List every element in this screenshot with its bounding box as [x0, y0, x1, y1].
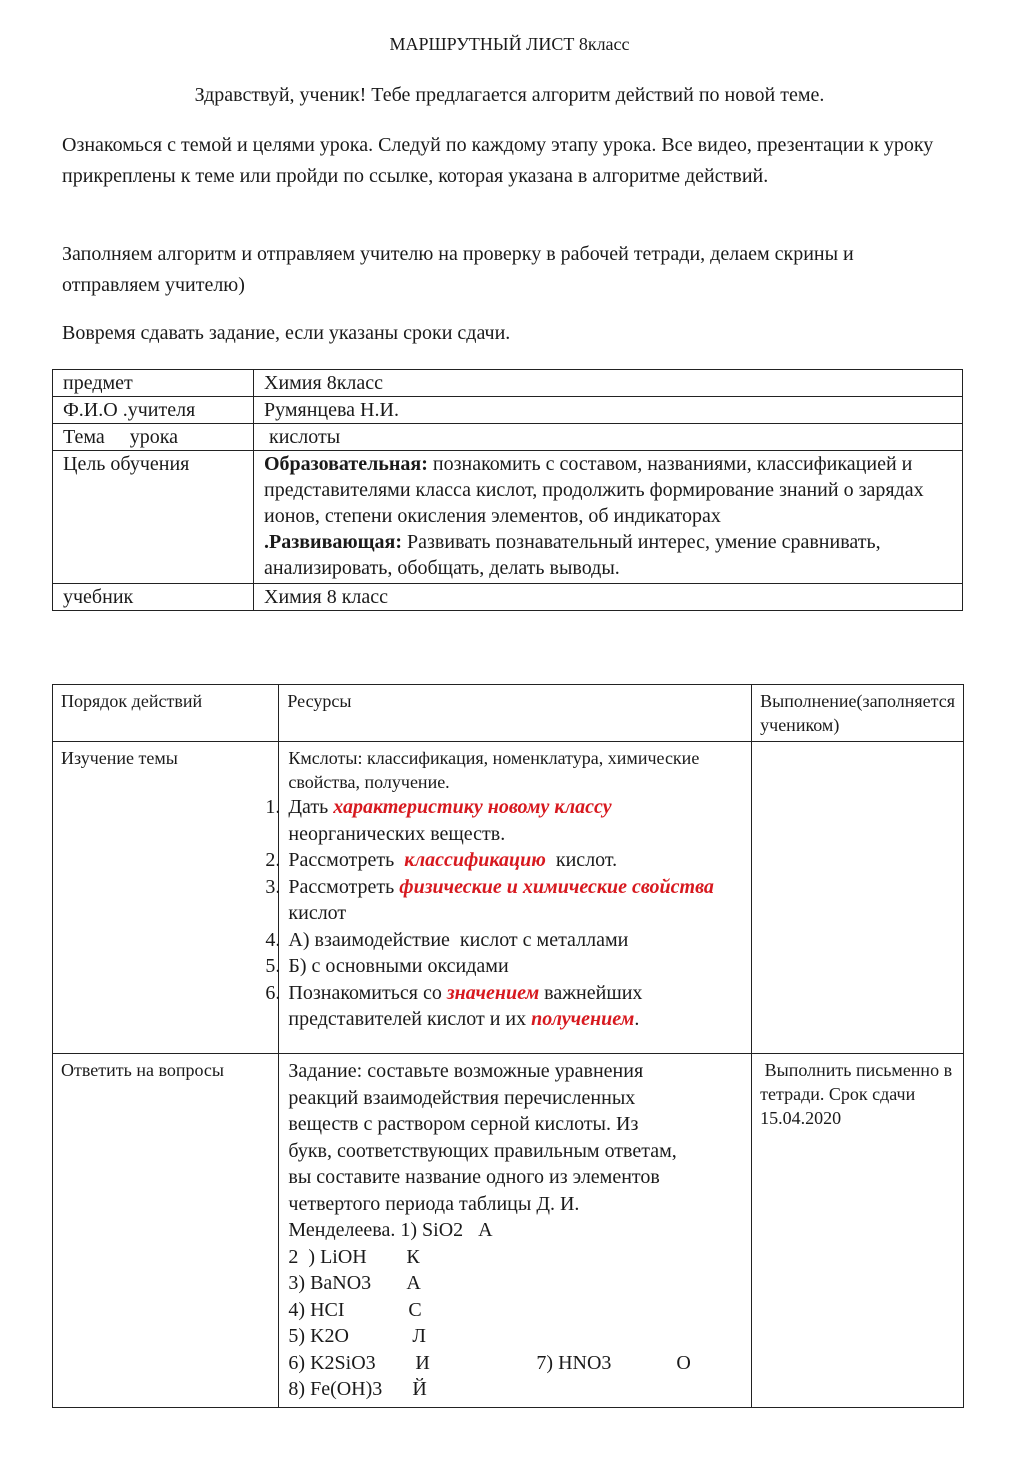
option-item: [288, 1244, 742, 1271]
task-line: Задание: составьте возможные уравнения: [288, 1060, 644, 1082]
page-title: МАРШРУТНЫЙ ЛИСТ 8класс: [389, 34, 630, 54]
option-letter: С: [408, 1298, 422, 1321]
item-text: Рассмотреть: [288, 849, 405, 871]
task-line: Менделеева. 1) SiO2 А: [288, 1219, 493, 1241]
item-text: Б) с основными оксидами: [288, 955, 509, 977]
item-text: кислот.: [545, 849, 618, 871]
item-text: кислот: [288, 902, 347, 924]
item-text: Рассмотреть: [288, 875, 400, 898]
item-number: 4.: [265, 928, 281, 951]
list-item: [265, 980, 742, 1033]
goal-edu-text: познакомить с составом, названиями, классификацией и представителями класса кислот, продолжить формирование знаний о зарядах ионов, степени окисления элементов, об индикаторах: [264, 453, 924, 527]
goal-label: Цель обучения: [53, 451, 254, 584]
instruction-paragraph: Заполняем алгоритм и отправляем учителю на проверку в рабочей тетради, делаем скрины и отправляем учителю): [62, 243, 854, 296]
header-resources: Ресурсы: [279, 685, 752, 742]
study-execution-cell: [752, 742, 964, 1054]
task-line: веществ с раствором серной кислоты. Из: [288, 1113, 639, 1135]
item-number: 6.: [265, 981, 281, 1004]
option-item: [288, 1270, 742, 1297]
instruction-paragraph: Ознакомься с темой и целями урока. Следуй по каждому этапу урока. Все видео, презентации к уроку прикреплены к теме или пройди по ссылке, которая указана в алгоритме действий.: [62, 134, 934, 187]
topic-label: Тема урока: [53, 424, 254, 451]
textbook-label: учебник: [53, 584, 254, 611]
option-item: [288, 1323, 742, 1350]
goal-value: [254, 451, 963, 584]
list-item: [265, 847, 742, 874]
task-line: вы составите название одного из элементов: [288, 1166, 660, 1188]
item-text: Познакомиться со: [288, 981, 447, 1004]
goal-edu-label: Образовательная:: [264, 453, 428, 475]
table-row: [53, 584, 963, 611]
header-order: Порядок действий: [53, 685, 279, 742]
task-resources: [279, 1054, 752, 1408]
table-row: [53, 397, 963, 424]
option-item: [288, 1350, 742, 1377]
option-formula: 8) Fe(OH)3: [288, 1378, 383, 1400]
task-line: букв, соответствующих правильным ответам,: [288, 1139, 677, 1162]
subject-value: Химия 8класс: [254, 370, 963, 397]
plan-table: [52, 684, 964, 1408]
study-resources: [265, 742, 752, 1054]
execution-note: Выполнить письменно в тетради. Срок сдачи 15.04.2020: [752, 1054, 964, 1408]
highlight-text: классификацию: [404, 849, 546, 871]
task-line: реакций взаимодействия перечисленных: [288, 1086, 636, 1109]
option-formula: 4) HCI: [288, 1298, 345, 1321]
topic-value: кислоты: [254, 424, 963, 451]
option-letter: И: [415, 1351, 430, 1374]
option-letter: А: [406, 1272, 421, 1294]
highlight-text: получением: [531, 1008, 635, 1030]
list-item: [265, 874, 742, 927]
option-formula: 7) HNO3: [536, 1351, 612, 1374]
list-item: [265, 794, 742, 847]
option-formula: 5) K2O: [288, 1325, 349, 1347]
table-row: [53, 451, 963, 584]
item-number: 5.: [265, 955, 281, 977]
subject-label: предмет: [53, 370, 254, 397]
study-label: Изучение темы: [53, 742, 279, 1054]
option-item: [288, 1376, 742, 1403]
textbook-value: Химия 8 класс: [254, 584, 963, 611]
option-formula: 6) K2SiO3: [288, 1351, 376, 1374]
option-formula: 3) BaNO3: [288, 1272, 372, 1294]
instruction-paragraph: Вовремя сдавать задание, если указаны сроки сдачи.: [62, 322, 511, 344]
item-text: неорганических веществ.: [288, 822, 506, 845]
option-letter: Л: [412, 1325, 426, 1347]
table-row: [53, 424, 963, 451]
item-text: важнейших представителей кислот и их: [288, 981, 643, 1030]
header-execution: Выполнение(заполняется учеником): [752, 685, 964, 742]
goal-dev-label: .Развивающая:: [264, 531, 403, 553]
option-letter: О: [676, 1351, 691, 1374]
table-header-row: [53, 685, 964, 742]
item-number: 3.: [265, 875, 281, 898]
study-intro: Кмслоты: классификация, номенклатура, химические свойства, получение.: [288, 748, 700, 792]
goal-dev-text: Развивать познавательный интерес, умение сравнивать, анализировать, обобщать, делать выводы.: [264, 531, 881, 579]
option-letter: К: [406, 1245, 420, 1268]
teacher-value: Румянцева Н.И.: [254, 397, 963, 424]
option-item: [288, 1297, 742, 1324]
item-text: А) взаимодействие кислот с металлами: [288, 928, 629, 951]
answer-label: Ответить на вопросы: [53, 1054, 279, 1408]
list-item: [265, 953, 742, 980]
item-number: 2.: [265, 849, 281, 871]
table-row: [53, 1054, 964, 1408]
item-text: .: [634, 1008, 640, 1030]
task-line: четвертого периода таблицы Д. И.: [288, 1192, 580, 1215]
table-row: [53, 370, 963, 397]
info-table: [52, 369, 963, 611]
item-number: 1.: [265, 796, 281, 818]
teacher-label: Ф.И.О .учителя: [53, 397, 254, 424]
option-formula: 2 ) LiOH: [288, 1245, 367, 1268]
highlight-text: физические и химические свойства: [399, 875, 714, 898]
greeting: Здравствуй, ученик! Тебе предлагается алгоритм действий по новой теме.: [194, 84, 825, 106]
option-letter: Й: [412, 1378, 427, 1400]
table-row: [53, 742, 964, 1054]
highlight-text: характеристику новому классу: [333, 796, 612, 818]
highlight-text: значением: [446, 981, 540, 1004]
list-item: [265, 927, 742, 954]
item-text: Дать: [288, 796, 334, 818]
